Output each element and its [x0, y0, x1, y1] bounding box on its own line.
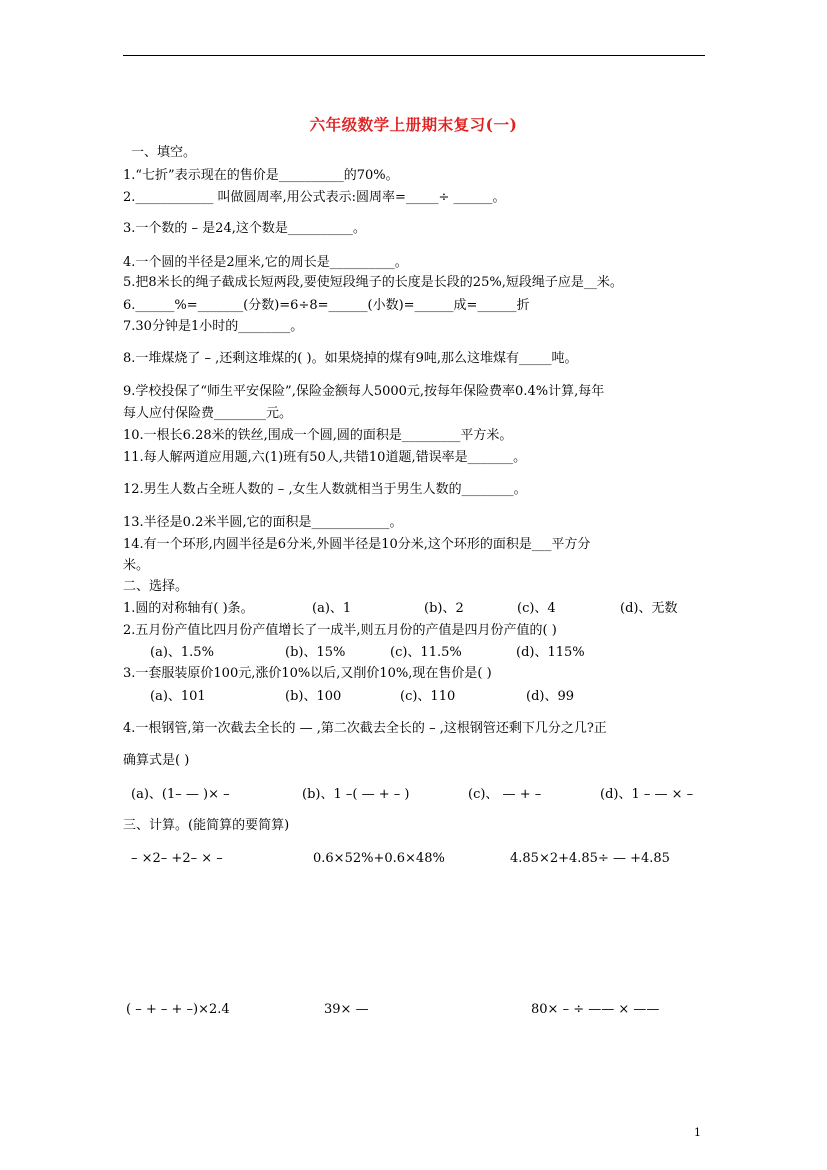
- choice-q3-opt-c: (c)、110: [400, 689, 456, 704]
- section-fill-heading: 一、填空。: [131, 145, 197, 160]
- fill-q9-cont: 每人应付保险费________元。: [123, 406, 293, 421]
- fill-q4: 4.一个圆的半径是2厘米,它的周长是__________。: [123, 255, 408, 270]
- fill-q3: 3.一个数的 – 是24,这个数是__________。: [123, 221, 366, 236]
- choice-q2: 2.五月份产值比四月份产值增长了一成半,则五月份的产值是四月份产值的( ): [123, 623, 557, 638]
- choice-q1-opt-d: (d)、无数: [620, 601, 678, 616]
- page-number: 1: [694, 1126, 701, 1139]
- fill-q8: 8.一堆煤烧了 – ,还剩这堆煤的( )。如果烧掉的煤有9吨,那么这堆煤有_____吨。: [123, 351, 578, 366]
- calc-expr-1: – ×2– +2– × –: [131, 851, 223, 866]
- fill-q14: 14.有一个环形,内圆半径是6分米,外圆半径是10分米,这个环形的面积是___平方分: [123, 537, 591, 552]
- header-rule: [123, 55, 705, 56]
- fill-q13: 13.半径是0.2米半圆,它的面积是____________。: [123, 515, 403, 530]
- calc-expr-5: 39× —: [324, 1002, 369, 1017]
- choice-q3-opt-d: (d)、99: [526, 689, 575, 704]
- choice-q2-opt-b: (b)、15%: [285, 645, 346, 660]
- fill-q9: 9.学校投保了“师生平安保险”,保险金额每人5000元,按每年保险费率0.4%计算,每年: [123, 384, 605, 399]
- choice-q4-cont: 确算式是( ): [123, 753, 190, 768]
- fill-q10: 10.一根长6.28米的铁丝,围成一个圆,圆的面积是_________平方米。: [123, 428, 513, 443]
- choice-q2-opt-c: (c)、11.5%: [390, 645, 462, 660]
- fill-q14-cont: 米。: [123, 558, 150, 573]
- fill-q11: 11.每人解两道应用题,六(1)班有50人,共错10道题,错误率是_______。: [123, 450, 527, 465]
- choice-q2-opt-a: (a)、1.5%: [150, 645, 214, 660]
- fill-q1: 1.“七折”表示现在的售价是__________的70%。: [123, 168, 399, 183]
- section-choice-heading: 二、选择。: [123, 579, 189, 594]
- choice-q4-opt-b: (b)、1 –( — + – ): [302, 787, 410, 802]
- fill-q2: 2.____________ 叫做圆周率,用公式表示:圆周率=_____÷ ______。: [123, 190, 506, 205]
- choice-q3: 3.一套服装原价100元,涨价10%以后,又削价10%,现在售价是( ): [123, 666, 492, 681]
- choice-q1: 1.圆的对称轴有( )条。: [123, 601, 254, 616]
- choice-q4-opt-a: (a)、(1– — )× –: [131, 787, 230, 802]
- choice-q4-opt-c: (c)、 — + –: [468, 787, 542, 802]
- calc-expr-6: 80× – ÷ —— × ——: [531, 1002, 660, 1017]
- choice-q2-opt-d: (d)、115%: [516, 645, 585, 660]
- choice-q3-opt-b: (b)、100: [285, 689, 342, 704]
- calc-expr-4: ( – + – + –)×2.4: [126, 1002, 230, 1017]
- choice-q1-opt-c: (c)、4: [517, 601, 556, 616]
- choice-q4: 4.一根钢管,第一次截去全长的 — ,第二次截去全长的 – ,这根钢管还剩下几分之几?正: [123, 721, 607, 736]
- choice-q3-opt-a: (a)、101: [150, 689, 206, 704]
- fill-q12: 12.男生人数占全班人数的 – ,女生人数就相当于男生人数的________。: [123, 482, 527, 497]
- calc-expr-2: 0.6×52%+0.6×48%: [313, 851, 445, 866]
- choice-q1-opt-a: (a)、1: [312, 601, 352, 616]
- calc-expr-3: 4.85×2+4.85÷ — +4.85: [510, 851, 670, 866]
- fill-q5: 5.把8米长的绳子截成长短两段,要使短段绳子的长度是长段的25%,短段绳子应是__米。: [123, 275, 623, 290]
- choice-q1-opt-b: (b)、2: [424, 601, 464, 616]
- page-title: 六年级数学上册期末复习(一): [309, 115, 518, 134]
- choice-q4-opt-d: (d)、1 – — × –: [600, 787, 694, 802]
- fill-q6: 6.______%=_______(分数)=6÷8=______(小数)=______成=______折: [123, 298, 530, 313]
- fill-q7: 7.30分钟是1小时的________。: [123, 319, 304, 334]
- section-calc-heading: 三、计算。(能简算的要简算): [123, 818, 290, 833]
